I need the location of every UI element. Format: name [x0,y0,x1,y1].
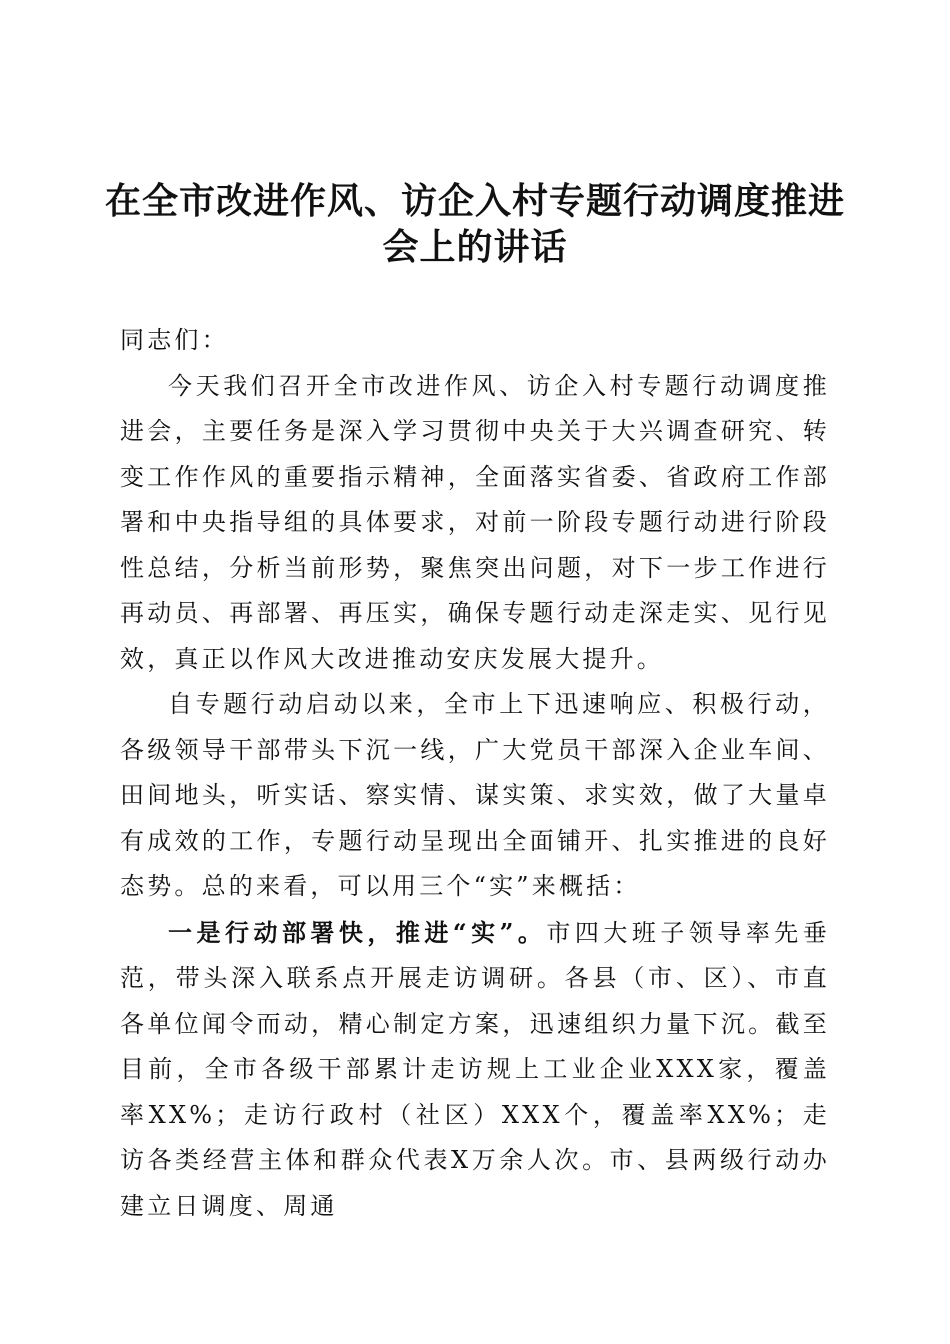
paragraph-3 [120,910,830,1230]
paragraph-1-text: 今天我们召开全市改进作风、访企入村专题行动调度推进会，主要任务是深入学习贯彻中央关于大兴调查研究、转变工作作风的重要指示精神，全面落实省委、省政府工作部署和中央指导组的具体要求，对前一阶段专题行动进行阶段性总结，分析当前形势，聚焦突出问题，对下一步工作进行再动员、再部署、再压实，确保专题行动走深走实、见行见效，真正以作风大改进推动安庆发展大提升。 [120,371,830,673]
document-title: 在全市改进作风、访企入村专题行动调度推进会上的讲话 [104,180,845,268]
document-body [120,318,830,1229]
salutation: 同志们： [120,326,229,354]
paragraph-3-text: 市四大班子领导率先垂范，带头深入联系点开展走访调研。各县（市、区）、市直各单位闻令而动，精心制定方案，迅速组织力量下沉。截至目前，全市各级干部累计走访规上工业企业XXX家，覆盖率XX%；走访行政村（社区）XXX个，覆盖率XX%；走访各类经营主体和群众代表X万余人次。市、县两级行动办建立日调度、周通 [120,918,830,1220]
paragraph-1 [120,364,830,683]
paragraph-3-lead: 一是行动部署快，推进“实”。 [168,917,547,947]
paragraph-2-text: 自专题行动启动以来，全市上下迅速响应、积极行动，各级领导干部带头下沉一线，广大党员干部深入企业车间、田间地头，听实话、察实情、谋实策、求实效，做了大量卓有成效的工作，专题行动呈现出全面铺开、扎实推进的良好态势。总的来看，可以用三个“实”来概括： [120,690,830,900]
paragraph-2 [120,682,830,910]
